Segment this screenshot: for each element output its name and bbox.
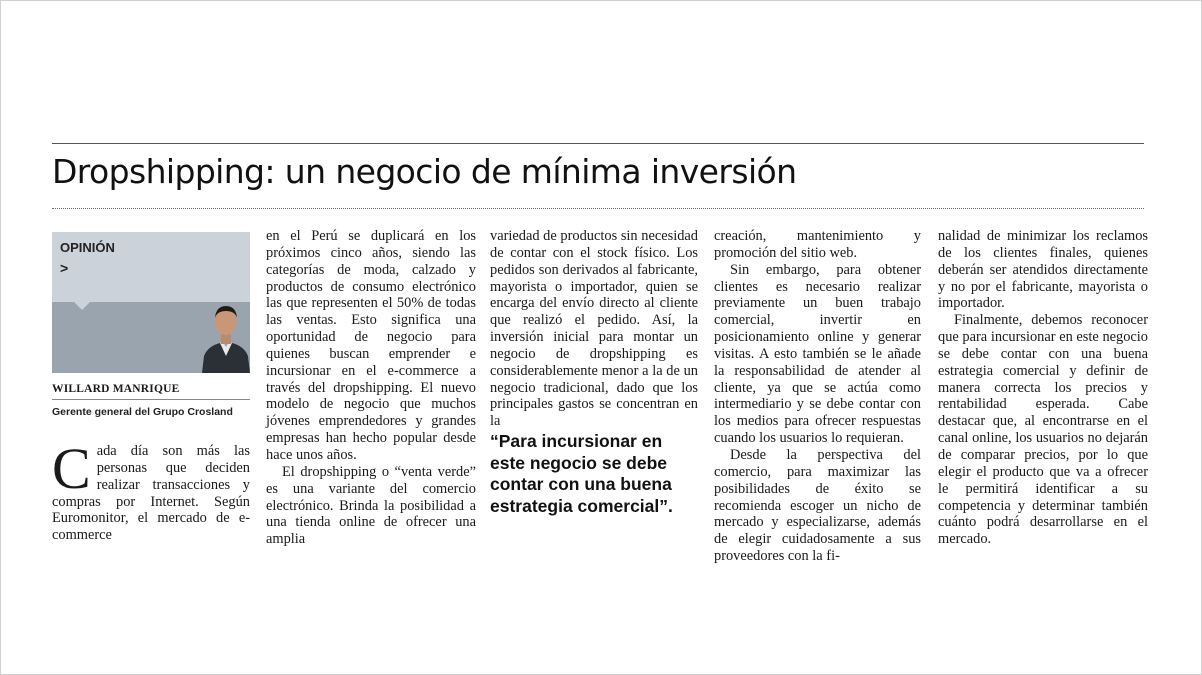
author-divider <box>52 399 250 400</box>
article-column-3 <box>490 228 698 430</box>
paragraph: Sin embargo, para obtener clientes es necesario realizar previamente un buen trabajo comercial, invertir en posicionamiento online y generar visitas. A esto también se le añade la responsabilidad de atender al cliente, ya que se actúa como intermediario y se debe contar con los medios para ofrecer respuestas cuando los usuarios lo requieran. <box>714 261 921 447</box>
paragraph: nalidad de minimizar los reclamos de los clientes finales, quienes deberán ser atendidos directamente y no por el fabricante, mayorista o importador. <box>938 228 1148 312</box>
article-column-2 <box>266 228 476 548</box>
paragraph: creación, mantenimiento y promoción del sitio web. <box>714 228 921 261</box>
paragraph: El dropshipping o “venta verde” es una variante del comercio electrónico. Brinda la posibilidad a una tienda online de ofrecer una amplia <box>266 463 476 548</box>
paragraph: Finalmente, debemos reconocer que para incursionar en este negocio se debe contar con una buena estrategia comercial y definir de manera correcta los precios y rentabilidad esperada. Cabe destacar que, al encontrarse en el canal online, los usuarios no dejarán de comparar precios, por lo que elegir el producto que va a ofrecer le permitirá identificar a su competencia y determinar también cuánto podrá desarrollarse en el mercado. <box>938 312 1148 548</box>
article-column-5 <box>938 228 1148 548</box>
paragraph: Desde la perspectiva del comercio, para maximizar las posibilidades de éxito se recomienda escoger un nicho de mercado y especializarse, además de elegir cuidadosamente a sus proveedores con la fi- <box>714 446 921 565</box>
article-column-4 <box>714 228 921 565</box>
author-photo <box>200 294 250 373</box>
article-column-1 <box>52 436 250 544</box>
paragraph: en el Perú se duplicará en los próximos cinco años, siendo las categorías de moda, calzado y productos de consumo electrónico las que representen el 50% de todas las ventas. Esto significa una oportunidad de negocio para quienes buscan emprender e incursionar en el e-commerce a través del dropshipping. El nuevo modelo de negocio que muchos jóvenes emprendedores y grandes empresas han hecho popular desde hace unos años. <box>266 228 476 463</box>
opinion-label: OPINIÓN <box>60 240 115 255</box>
top-rule <box>52 143 1144 144</box>
chevron-right-icon: > <box>60 260 69 276</box>
headline: Dropshipping: un negocio de mínima inversión <box>52 152 797 191</box>
dotted-divider <box>52 208 1144 209</box>
drop-cap: C <box>52 436 91 501</box>
pull-quote: “Para incursionar en este negocio se debe contar con una buena estrategia comercial”. <box>490 431 673 516</box>
column-1-text: ada día son más las personas que deciden realizar transacciones y compras por Internet. Según Euromonitor, el mercado de e-commerce <box>52 443 250 544</box>
author-role: Gerente general del Grupo Crosland <box>52 406 233 418</box>
author-name: WILLARD MANRIQUE <box>52 383 180 395</box>
callout-notch <box>74 302 90 310</box>
opinion-box <box>52 232 250 373</box>
paragraph: variedad de productos sin necesidad de contar con el stock físico. Los pedidos son derivados al fabricante, mayorista o importador, quien se encarga del envío directo al cliente que realizó el pedido. Así, la inversión inicial para montar un negocio de dropshipping es considerablemente menor a la de un negocio tradicional, dado que los principales gastos se concentran en la <box>490 228 698 430</box>
